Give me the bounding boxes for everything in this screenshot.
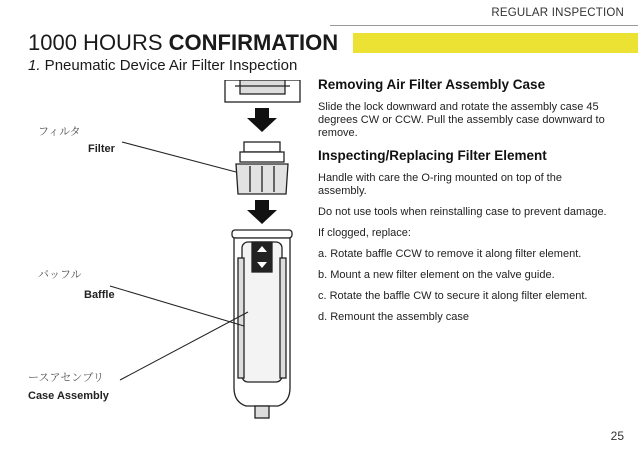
case-label-en: Case Assembly [28,390,109,402]
filter-element [236,142,288,194]
baffle-label-jp: バッフル [38,268,82,281]
instructions-column [318,77,608,332]
filter-diagram [0,80,320,420]
case-label-jp: ースアセンブリ [28,371,104,384]
section-heading-removing: Removing Air Filter Assembly Case [318,77,546,92]
header-rule [330,25,638,26]
page-title [28,30,338,56]
title-light: 1000 HOURS [28,30,169,55]
subtitle-number: 1. [28,57,41,74]
valve-body [225,80,300,102]
inspecting-paragraph: If clogged, replace: [318,227,411,239]
subtitle [28,57,297,74]
inspecting-paragraph: Handle with care the O-ring mounted on top of the assembly. [318,172,562,197]
step-d: d. Remount the assembly case [318,311,470,323]
down-arrow-icon [247,108,277,132]
removing-paragraph: Slide the lock downward and rotate the assembly case 45 degrees CW or CCW. Pull the assembly case downward to remove. [318,101,605,139]
filter-label-jp: フィルタ [38,125,81,138]
inspecting-paragraph: Do not use tools when reinstalling case to prevent damage. [318,206,607,218]
page-number: 25 [610,429,624,443]
baffle-label-en: Baffle [84,289,115,301]
title-accent-bar [353,33,638,53]
case-assembly [232,230,292,418]
header-section-label: REGULAR INSPECTION [491,7,624,19]
title-bold: CONFIRMATION [168,30,339,55]
step-b: b. Mount a new filter element on the valve guide. [318,269,555,281]
step-c: c. Rotate the baffle CW to secure it along filter element. [318,290,588,302]
step-a: a. Rotate baffle CCW to remove it along filter element. [318,248,582,260]
leader-lines [110,142,248,380]
filter-label-en: Filter [88,143,115,155]
down-arrow-icon [247,200,277,224]
section-heading-inspecting: Inspecting/Replacing Filter Element [318,148,547,163]
subtitle-text: Pneumatic Device Air Filter Inspection [40,57,298,74]
